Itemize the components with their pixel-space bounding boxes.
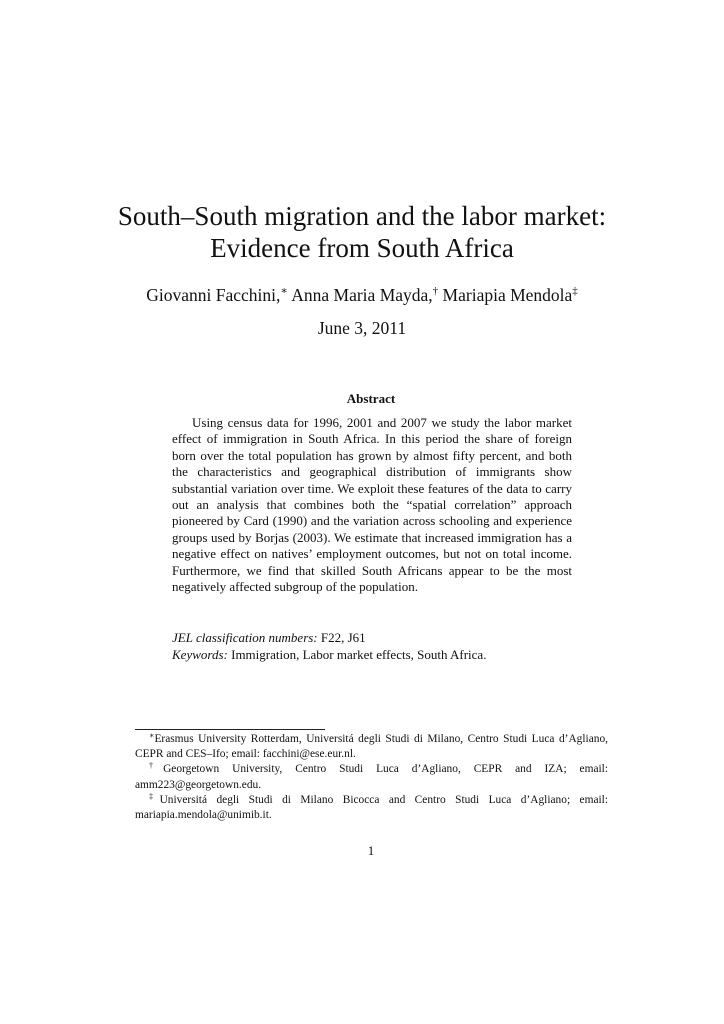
footnote-text: Georgetown University, Centro Studi Luca d’Agliano, CEPR and IZA; email: amm223@georgetown.edu. [135,763,608,791]
footnote-mark: ∗ [149,731,155,740]
title-line-2: Evidence from South Africa [210,233,514,263]
footnote [135,732,608,762]
paper-date: June 3, 2011 [317,318,407,338]
footnote-rule [135,729,325,730]
abstract-heading: Abstract [346,391,396,406]
author-footnote-mark: † [432,285,439,297]
jel-row [172,629,592,646]
footnote-text: Erasmus University Rotterdam, Universitá degli Studi di Milano, Centro Studi Luca d’Agliano, CEPR and CES–Ifo; email: facchini@ese.eur.nl. [135,733,608,761]
author-footnote-mark: ‡ [572,285,578,297]
paper-title [0,200,724,264]
footnote-mark: ‡ [149,791,160,801]
author-name: Giovanni Facchini, [146,285,281,305]
keywords-label: Keywords: [172,647,228,662]
author-name: Anna Maria Mayda, [291,285,433,305]
classification-block [172,629,592,663]
footnote-mark: † [149,761,164,771]
author-list [0,284,724,306]
title-line-1: South–South migration and the labor market: [117,201,607,231]
author-name: Mariapia Mendola [442,285,573,305]
abstract-body: Using census data for 1996, 2001 and 2007 we study the labor market effect of immigration in South Africa. In this period the share of foreign born over the total population has grown by almost fifty percent, and both the characteristics and geographical distribution of immigrants show substantial variation over time. We exploit these features of the data to carry out an analysis that combines both the “spatial correlation” approach pioneered by Card (1990) and the variation across schooling and experience groups used by Borjas (2003). We estimate that increased immigration has a negative effect on natives’ employment outcomes, but not on total income. Furthermore, we find that skilled South Africans appear to be the most negatively affected subgroup of the population. [172,415,572,595]
footnote-text: Universitá degli Studi di Milano Bicocca and Centro Studi Luca d’Agliano; email: mariapia.mendola@unimib.it. [135,793,608,822]
footnote [135,793,608,823]
page-number: 1 [367,843,375,858]
jel-label: JEL classification numbers: [172,630,318,645]
jel-value: F22, J61 [320,630,366,645]
keywords-row [172,646,592,663]
author-footnote-mark: ∗ [280,285,288,297]
footnote [135,762,608,792]
footnotes [135,732,608,823]
keywords-value: Immigration, Labor market effects, South Africa. [231,647,487,662]
